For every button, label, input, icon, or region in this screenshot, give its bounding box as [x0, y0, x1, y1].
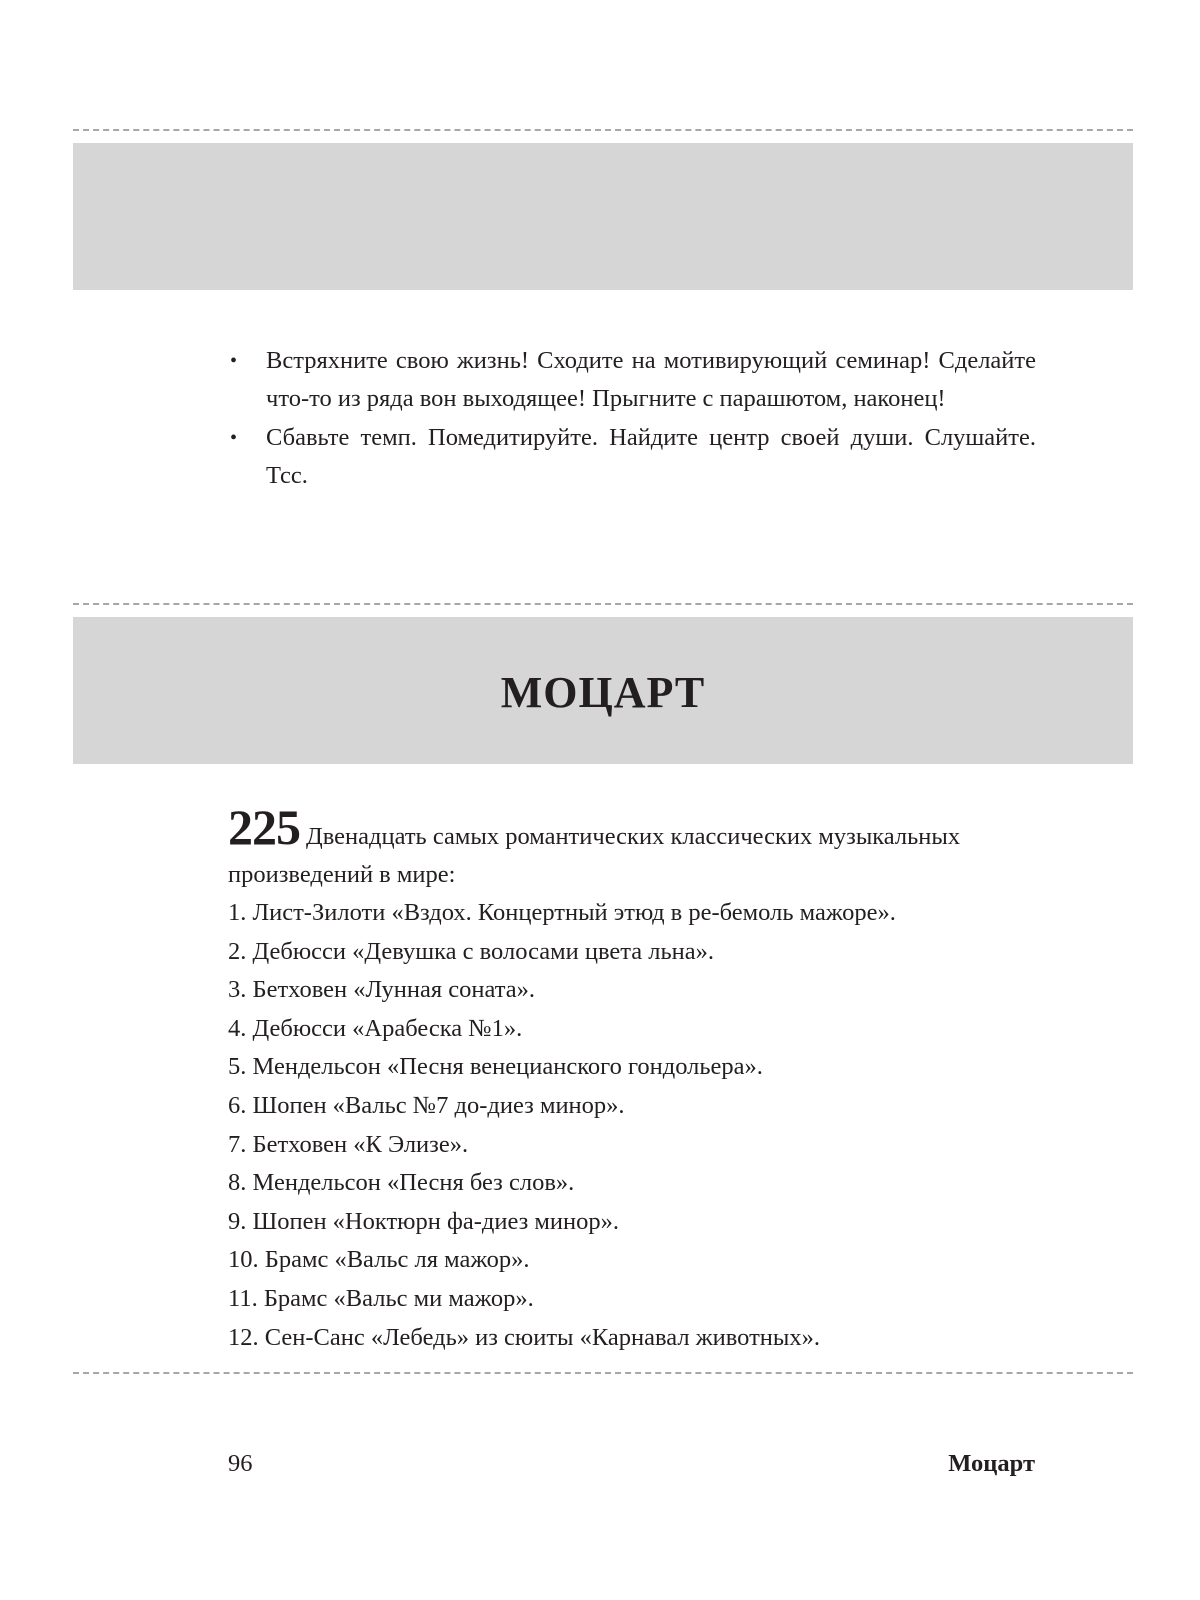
footer-dashed-divider — [73, 1372, 1133, 1374]
list-item: 12. Сен-Санс «Лебедь» из сюиты «Карнавал животных». — [228, 1323, 820, 1351]
bullet-dot-icon: • — [230, 427, 238, 449]
section-title: МОЦАРТ — [500, 668, 706, 717]
list-item: 10. Брамс «Вальс ля мажор». — [228, 1246, 530, 1274]
list-item: 3. Бетховен «Лунная соната». — [228, 976, 535, 1004]
running-title: Моцарт — [948, 1450, 1035, 1477]
entry-intro-paragraph — [228, 799, 1036, 894]
bullet-dot-icon: • — [230, 350, 238, 372]
list-item: 4. Дебюсси «Арабеска №1». — [228, 1014, 523, 1042]
list-item: 5. Мендельсон «Песня венецианского гондольера». — [228, 1053, 763, 1081]
bullet-text: Встряхните свою жизнь! Сходите на мотивирующий семинар! Сделайте что-то из ряда вон выходящее! Прыгните с парашютом, наконец! — [266, 347, 1036, 412]
section-header-band — [73, 617, 1133, 764]
top-gray-band — [73, 143, 1133, 290]
bullet-item — [228, 342, 1036, 418]
bullet-item — [228, 419, 1036, 495]
list-item: 2. Дебюсси «Девушка с волосами цвета льна». — [228, 937, 715, 965]
section-dashed-divider — [73, 603, 1133, 605]
entry-number: 225 — [228, 799, 300, 855]
works-list — [228, 894, 1036, 1357]
bullet-text: Сбавьте темп. Помедитируйте. Найдите центр своей души. Слушайте. Тсс. — [266, 424, 1036, 489]
list-item: 6. Шопен «Вальс №7 до-диез минор». — [228, 1091, 625, 1119]
list-item: 1. Лист-Зилоти «Вздох. Концертный этюд в ре-бемоль мажоре». — [228, 899, 896, 926]
list-item: 11. Брамс «Вальс ми мажор». — [228, 1284, 534, 1312]
list-item: 7. Бетховен «К Элизе». — [228, 1130, 469, 1158]
entry-225 — [228, 799, 1036, 1357]
page-number: 96 — [228, 1450, 253, 1477]
list-item: 9. Шопен «Ноктюрн фа-диез минор». — [228, 1207, 620, 1235]
tips-bullet-list — [228, 342, 1036, 496]
top-dashed-divider — [73, 129, 1133, 131]
list-item: 8. Мендельсон «Песня без слов». — [228, 1169, 575, 1197]
entry-intro-text: Двенадцать самых романтических классических музыкальных произведений в мире: — [228, 823, 961, 888]
